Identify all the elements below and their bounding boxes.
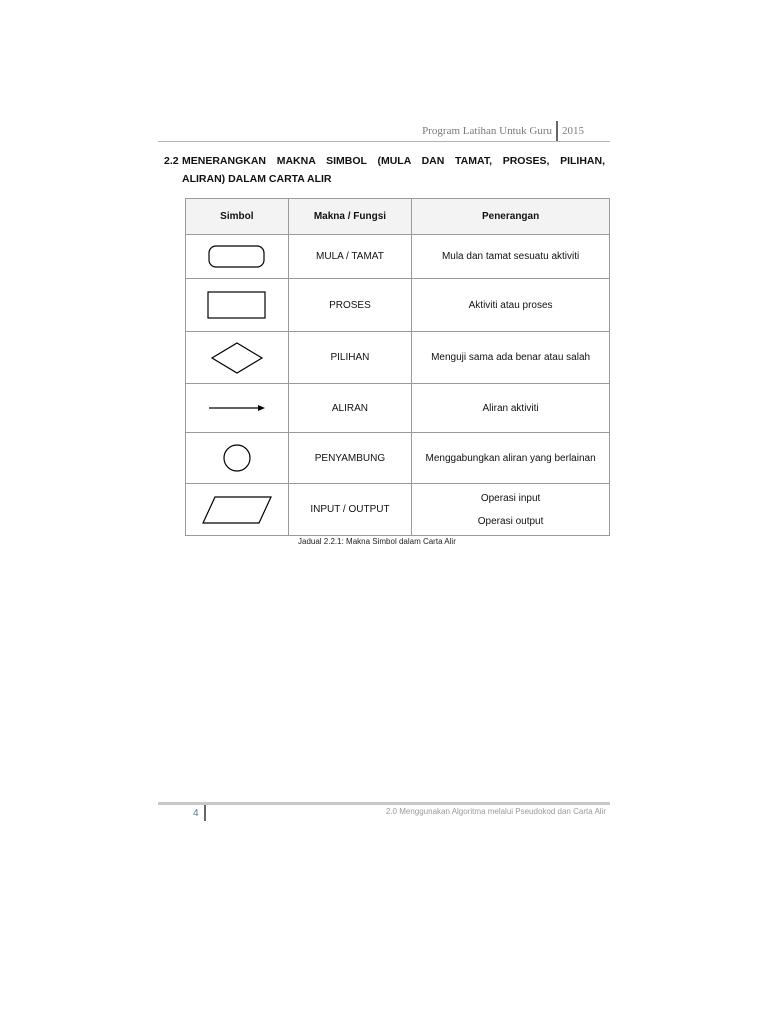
description-cell: Mula dan tamat sesuatu aktiviti bbox=[412, 235, 610, 279]
meaning-cell: ALIRAN bbox=[288, 384, 411, 433]
description-cell: Aktiviti atau proses bbox=[412, 279, 610, 332]
section-title-line2: ALIRAN) DALAM CARTA ALIR bbox=[182, 173, 332, 185]
header-year: 2015 bbox=[562, 125, 584, 137]
header-title: Program Latihan Untuk Guru bbox=[422, 125, 552, 137]
footer-rule bbox=[158, 802, 610, 805]
table-row bbox=[186, 484, 610, 536]
table-row bbox=[186, 433, 610, 484]
page-number: 4 bbox=[193, 808, 199, 819]
header-separator bbox=[556, 121, 558, 141]
meaning-cell: PILIHAN bbox=[288, 332, 411, 384]
symbol-cell bbox=[186, 332, 289, 384]
symbol-cell bbox=[186, 235, 289, 279]
footer-title: 2.0 Menggunakan Algoritma melalui Pseudokod dan Carta Alir bbox=[385, 807, 606, 816]
meaning-cell: PENYAMBUNG bbox=[288, 433, 411, 484]
rounded-rectangle-icon bbox=[207, 244, 267, 270]
circle-icon bbox=[222, 443, 252, 473]
description-line: Operasi output bbox=[477, 515, 544, 527]
page-footer bbox=[158, 802, 610, 822]
description-cell bbox=[412, 484, 610, 536]
table-row bbox=[186, 384, 610, 433]
table-row bbox=[186, 332, 610, 384]
table-caption: Jadual 2.2.1: Makna Simbol dalam Carta Alir bbox=[298, 537, 456, 546]
rectangle-icon bbox=[206, 290, 268, 320]
meaning-cell: MULA / TAMAT bbox=[288, 235, 411, 279]
parallelogram-icon bbox=[201, 495, 273, 525]
description-cell: Menggabungkan aliran yang berlainan bbox=[412, 433, 610, 484]
symbol-cell bbox=[186, 484, 289, 536]
header-rule bbox=[158, 141, 610, 142]
table-row bbox=[186, 235, 610, 279]
description-line: Operasi input bbox=[480, 492, 541, 504]
description-cell: Aliran aktiviti bbox=[412, 384, 610, 433]
arrow-icon bbox=[207, 401, 267, 415]
footer-separator bbox=[204, 805, 206, 821]
description-cell: Menguji sama ada benar atau salah bbox=[412, 332, 610, 384]
column-header-makna: Makna / Fungsi bbox=[288, 199, 411, 235]
symbol-cell bbox=[186, 279, 289, 332]
meaning-cell: INPUT / OUTPUT bbox=[288, 484, 411, 536]
diamond-icon bbox=[210, 341, 264, 375]
table-row bbox=[186, 279, 610, 332]
symbol-cell bbox=[186, 433, 289, 484]
symbol-table bbox=[185, 198, 610, 536]
column-header-penerangan: Penerangan bbox=[412, 199, 610, 235]
section-title-line1: MENERANGKAN MAKNA SIMBOL (MULA DAN TAMAT, PROSES, PILIHAN, bbox=[182, 155, 605, 167]
section-number: 2.2 bbox=[164, 155, 179, 167]
meaning-cell: PROSES bbox=[288, 279, 411, 332]
page-header bbox=[158, 121, 610, 143]
column-header-simbol: Simbol bbox=[186, 199, 289, 235]
symbol-cell bbox=[186, 384, 289, 433]
table-header-row bbox=[186, 199, 610, 235]
